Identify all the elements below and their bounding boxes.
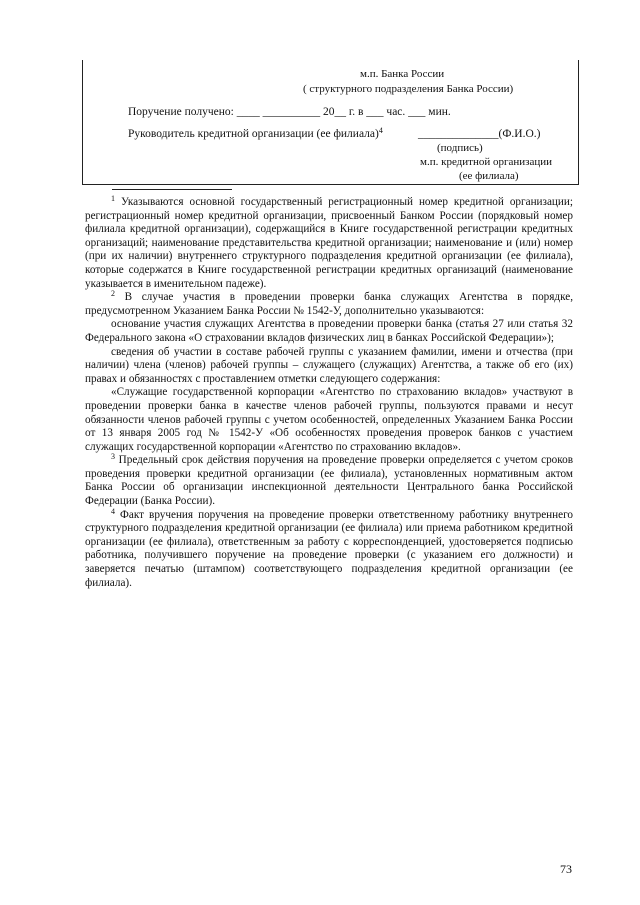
received-year: 20__	[322, 106, 346, 118]
footnote-2-text: В случае участия в проведении проверки банка служащих Агентства в порядке, предусмотренном Указанием Банка России № 1542-У, дополнительно указываются:	[85, 291, 574, 317]
org-stamp-label: м.п. кредитной организации	[420, 156, 553, 168]
footnote-1-mark: 1	[111, 194, 115, 203]
bank-stamp-subdivision: ( структурного подразделения Банка России)	[303, 83, 514, 95]
footnote-4-text: Факт вручения поручения на проведение проверки ответственному работнику внутреннего структурного подразделения кредитной организации (ее филиала) или приема работником кредитной организации (ее филиала), ответственным за работу с корреспонденцией, удостоверяется подписью работника, получившего поручение на проведение проверки (с указанием его должности) и заверяется печатью (штампом) соответствующего подразделения кредитной организации (ее филиала).	[85, 508, 574, 589]
head-label-footnote-ref: 4	[378, 126, 383, 135]
footnote-4-mark: 4	[111, 506, 115, 516]
footnote-3-mark: 3	[111, 452, 115, 462]
footnote-2-item-b: сведения об участии в составе рабочей группы с указанием фамилии, имени и отчества (при наличии) члена (членов) рабочей группы – служащего (служащих) Агентства, а также об его (их) правах и обязанностях с проставлением отметки следующего содержания:	[85, 345, 573, 385]
head-label-line	[128, 128, 383, 141]
signature-line	[418, 128, 540, 141]
footnote-1-text: Указываются основной государственный регистрационный номер кредитной организации; регистрационный номер кредитной организации, присвоенный Банком России (порядковый номер филиала кредитной организации), содержащийся в Книге государственной регистрации кредитных организаций; наименование представительства кредитной организации; наименование и (или) номер (при их наличии) внутреннего структурного подразделения кредитной организации (ее филиала), которые содержатся в Книге государственной регистрации кредитных организаций (наименование указывается в именительном падеже).	[85, 196, 573, 290]
footnote-3-text: Предельный срок действия поручения на проведение проверки определяется с учетом сроков проведения проверки кредитной организации (ее филиала), установленных нормативным актом Банка России об организации инспекционной деятельности Центрального банка Российской Федерации (Банка России).	[85, 454, 573, 508]
received-day-blank: ____	[236, 106, 260, 118]
received-min-blank: ___	[408, 106, 426, 118]
received-label: Поручение получено:	[128, 106, 234, 118]
footnote-3	[85, 454, 573, 508]
footnote-separator	[112, 189, 232, 190]
signature-blank: ______________	[418, 128, 499, 140]
signature-caption: (подпись)	[437, 142, 483, 154]
footnote-2-item-a: основание участия служащих Агентства в проведении проверки банка (статья 27 или статья 32 Федерального закона «О страховании вкладов физических лиц в банках Российской Федерации»);	[85, 318, 573, 344]
footnote-1	[85, 196, 573, 291]
bank-stamp-label: м.п. Банка России	[360, 68, 445, 80]
received-min: мин.	[428, 106, 451, 118]
fio-label: (Ф.И.О.)	[498, 128, 541, 140]
footnote-2	[85, 291, 573, 318]
received-g: г. в	[348, 106, 364, 118]
footnote-4	[85, 506, 574, 591]
footnote-2-quote: «Служащие государственной корпорации «Агентство по страхованию вкладов» участвуют в проведении проверки банка в качестве членов рабочей группы, пользуются правами и несут обязанности членов рабочей группы с учетом особенностей, определенных Указанием Банка России от 13 января 2005 год № 1542-У «Об особенностях проведения проверок банков с участием служащих государственной корпорации «Агентство по страхованию вкладов».	[85, 386, 573, 453]
received-month-blank: __________	[262, 106, 321, 118]
received-hour-blank: ___	[366, 106, 384, 118]
received-hour: час.	[386, 106, 406, 118]
received-line	[128, 106, 451, 119]
head-label: Руководитель кредитной организации (ее филиала)	[128, 128, 379, 140]
org-branch-label: (ее филиала)	[459, 170, 519, 182]
footnotes	[85, 196, 573, 590]
page-number: 73	[560, 862, 572, 876]
footnote-2-mark: 2	[111, 289, 115, 299]
